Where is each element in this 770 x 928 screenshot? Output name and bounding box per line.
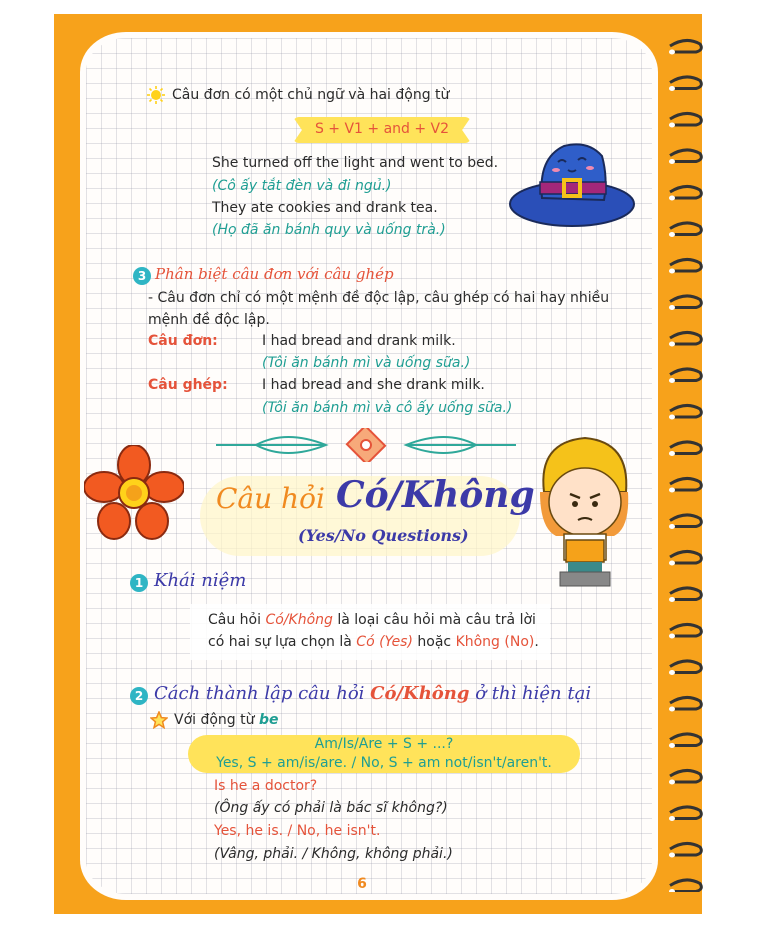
compound-label: Câu ghép: <box>148 377 228 393</box>
formula-answer: Yes, S + am/is/are. / No, S + am not/isn't/aren't. <box>216 755 552 771</box>
sun-icon <box>147 86 165 104</box>
spiral-hole <box>669 232 675 237</box>
spiral-hole <box>669 670 675 675</box>
spiral-hole <box>669 305 675 310</box>
section-number-3: 3 <box>133 267 151 285</box>
spiral-hole <box>669 50 675 55</box>
section-2-title-part: Cách thành lập câu hỏi <box>154 683 371 704</box>
definition-text: là loại câu hỏi mà câu trả lời <box>332 612 536 628</box>
spiral-ring <box>670 186 701 198</box>
spiral-hole <box>669 597 675 602</box>
spiral-ring <box>670 40 701 52</box>
spiral-hole <box>669 415 675 420</box>
definition-text: Câu hỏi <box>208 612 266 628</box>
spiral-hole <box>669 524 675 529</box>
spiral-ring <box>670 551 701 563</box>
spiral-hole <box>669 269 675 274</box>
spiral-ring <box>670 478 701 490</box>
spiral-ring <box>670 369 701 381</box>
spiral-ring <box>670 807 701 819</box>
example-2: They ate cookies and drank tea. <box>212 200 438 216</box>
spiral-ring <box>670 332 701 344</box>
spiral-ring <box>670 624 701 636</box>
spiral-hole <box>669 853 675 858</box>
definition-text: . <box>534 634 539 650</box>
spiral-hole <box>669 743 675 748</box>
spiral-ring <box>670 405 701 417</box>
definition-no: Không (No) <box>455 634 535 650</box>
compound-translation: (Tôi ăn bánh mì và cô ấy uống sữa.) <box>262 400 513 416</box>
spiral-ring <box>670 734 701 746</box>
definition-line-1 <box>208 612 536 628</box>
spiral-hole <box>669 889 675 892</box>
definition-yes: Có (Yes) <box>356 634 413 650</box>
star-icon <box>150 711 168 729</box>
ornament-divider <box>216 428 516 462</box>
spiral-ring <box>670 770 701 782</box>
spiral-hole <box>669 634 675 639</box>
section-3-desc-2: mệnh đề độc lập. <box>148 312 270 328</box>
spiral-ring <box>670 442 701 454</box>
simple-translation: (Tôi ăn bánh mì và uống sữa.) <box>262 355 471 371</box>
title-subtitle: (Yes/No Questions) <box>298 526 469 545</box>
section-number-1: 1 <box>130 574 148 592</box>
subsection-text: Với động từ <box>174 712 259 728</box>
intro-text: Câu đơn có một chủ ngữ và hai động từ <box>172 87 450 103</box>
spiral-ring <box>670 661 701 673</box>
spiral-ring <box>670 296 701 308</box>
spiral-ring <box>670 880 701 892</box>
flower-icon <box>84 445 184 541</box>
spiral-ring <box>670 113 701 125</box>
spiral-ring <box>670 697 701 709</box>
example-1-translation: (Cô ấy tắt đèn và đi ngủ.) <box>212 178 392 194</box>
section-2-title <box>154 683 591 704</box>
girl-reading-icon <box>530 432 640 588</box>
spiral-hole <box>669 816 675 821</box>
subsection-keyword: be <box>258 712 279 728</box>
page-number: 6 <box>357 876 367 892</box>
spiral-hole <box>669 123 675 128</box>
section-2-title-part: ở thì hiện tại <box>469 683 592 704</box>
spiral-ring <box>670 259 701 271</box>
spiral-hole <box>669 780 675 785</box>
compound-example: I had bread and she drank milk. <box>262 377 485 393</box>
spiral-hole <box>669 196 675 201</box>
simple-label: Câu đơn: <box>148 333 218 349</box>
spiral-ring <box>670 77 701 89</box>
example-1: She turned off the light and went to bed. <box>212 155 499 171</box>
spiral-hole <box>669 378 675 383</box>
spiral-hole <box>669 86 675 91</box>
spiral-hole <box>669 488 675 493</box>
answer-translation: (Vâng, phải. / Không, không phải.) <box>214 846 453 862</box>
spiral-hole <box>669 707 675 712</box>
formula-text: S + V1 + and + V2 <box>314 121 450 137</box>
spiral-hole <box>669 561 675 566</box>
section-2-title-keyword: Có/Không <box>370 683 470 704</box>
title-part-2: Có/Không <box>336 474 535 516</box>
spiral-hole <box>669 159 675 164</box>
definition-keyword: Có/Không <box>265 612 333 628</box>
spiral-hole <box>669 342 675 347</box>
subsection-title <box>174 712 279 728</box>
spiral-ring <box>670 515 701 527</box>
section-3-desc-1: - Câu đơn chỉ có một mệnh đề độc lập, câu ghép có hai hay nhiều <box>148 290 610 306</box>
spiral-ring <box>670 588 701 600</box>
section-number-2: 2 <box>130 687 148 705</box>
question-example: Is he a doctor? <box>214 778 318 794</box>
title-part-1: Câu hỏi <box>216 482 325 515</box>
question-translation: (Ông ấy có phải là bác sĩ không?) <box>214 800 448 816</box>
definition-text: hoặc <box>412 634 456 650</box>
spiral-ring <box>670 150 701 162</box>
hat-icon <box>508 138 636 232</box>
definition-text: có hai sự lựa chọn là <box>208 634 357 650</box>
example-2-translation: (Họ đã ăn bánh quy và uống trà.) <box>212 222 446 238</box>
formula-question: Am/Is/Are + S + ...? <box>314 736 454 752</box>
simple-example: I had bread and drank milk. <box>262 333 456 349</box>
spiral-hole <box>669 451 675 456</box>
section-1-title: Khái niệm <box>154 570 247 591</box>
spiral-binding <box>666 32 706 892</box>
section-3-title: Phân biệt câu đơn với câu ghép <box>155 265 394 283</box>
definition-line-2 <box>208 634 539 650</box>
spiral-ring <box>670 223 701 235</box>
spiral-ring <box>670 843 701 855</box>
answer-example: Yes, he is. / No, he isn't. <box>214 823 381 839</box>
